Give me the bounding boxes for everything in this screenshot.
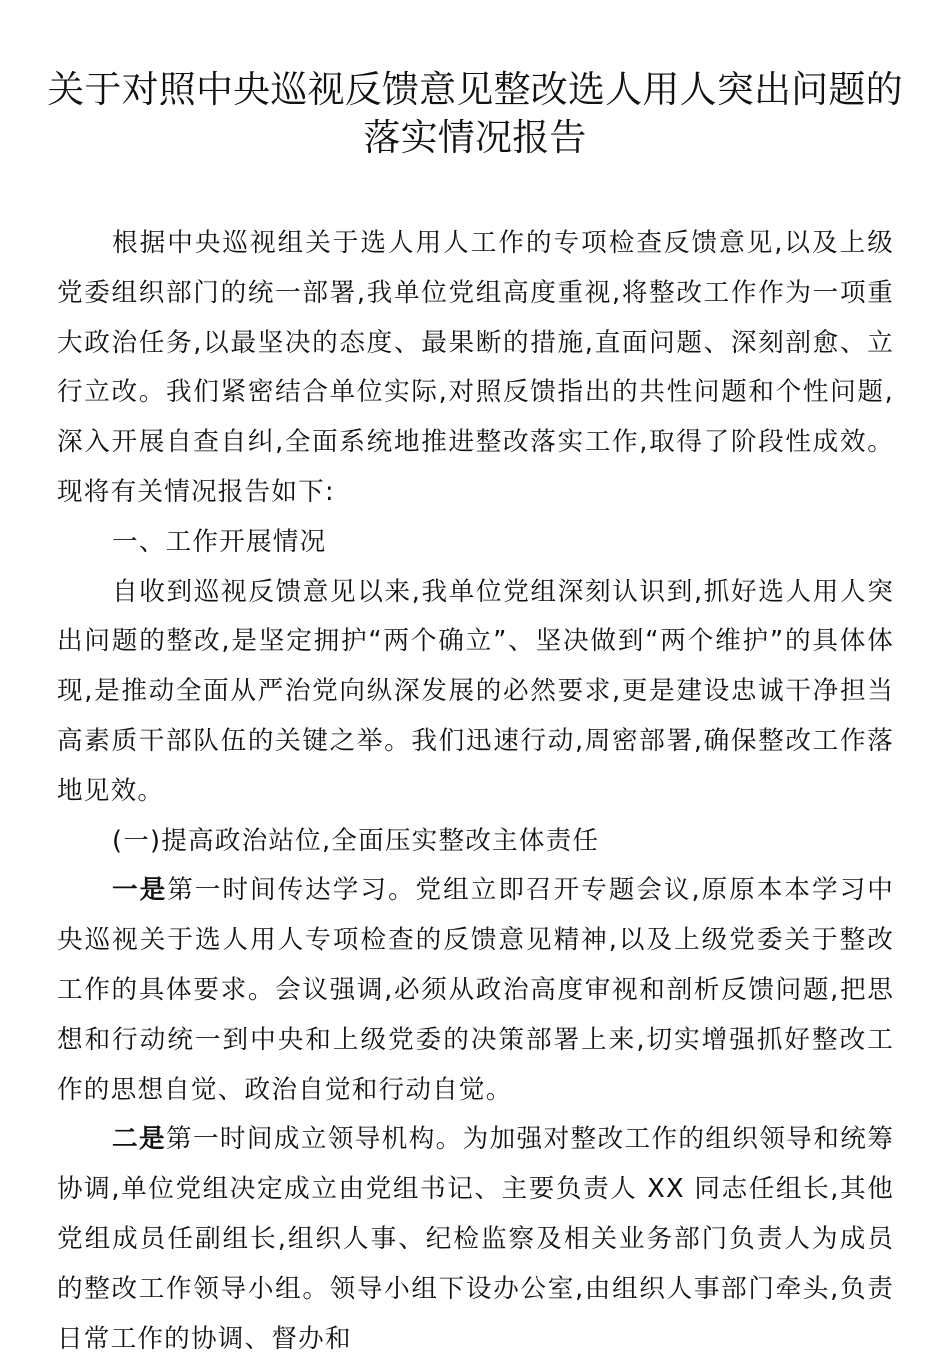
title-line-2: 落实情况报告 <box>363 116 587 159</box>
title-line-1: 关于对照中央巡视反馈意见整改选人用人突出问题的 <box>47 68 903 111</box>
point-one-lead: 一是 <box>112 875 168 906</box>
subsection-heading-political-stance: (一)提高政治站位,全面压实整改主体责任 <box>112 825 600 856</box>
point-one-paragraph <box>57 866 894 1115</box>
document-title <box>40 66 910 162</box>
point-two-lead: 二是 <box>112 1124 166 1155</box>
point-one-text: 第一时间传达学习。党组立即召开专题会议,原原本本学习中央巡视关于选人用人专项检查的反馈意见精神,以及上级党委关于整改工作的具体要求。会议强调,必须从政治高度审视和剖析反馈问题,把思想和行动统一到中央和上级党委的决策部署上来,切实增强抓好整改工作的思想自觉、政治自觉和行动自觉。 <box>57 875 894 1105</box>
section-heading-work-progress: 一、工作开展情况 <box>112 526 327 557</box>
point-two-paragraph <box>57 1115 894 1364</box>
point-two-text: 第一时间成立领导机构。为加强对整改工作的组织领导和统筹协调,单位党组决定成立由党组书记、主要负责人 XX 同志任组长,其他党组成员任副组长,组织人事、纪检监察及相关业务部门负责人为成员的整改工作领导小组。领导小组下设办公室,由组织人事部门牵头,负责日常工作的协调、督办和 <box>57 1124 895 1354</box>
section-overview-paragraph: 自收到巡视反馈意见以来,我单位党组深刻认识到,抓好选人用人突出问题的整改,是坚定拥护“两个确立”、坚决做到“两个维护”的具体体现,是推动全面从严治党向纵深发展的必然要求,更是建设忠诚干净担当高素质干部队伍的关键之举。我们迅速行动,周密部署,确保整改工作落地见效。 <box>57 576 894 806</box>
document-body <box>57 219 894 1364</box>
intro-paragraph: 根据中央巡视组关于选人用人工作的专项检查反馈意见,以及上级党委组织部门的统一部署,我单位党组高度重视,将整改工作作为一项重大政治任务,以最坚决的态度、最果断的措施,直面问题、深刻剖愈、立行立改。我们紧密结合单位实际,对照反馈指出的共性问题和个性问题,深入开展自查自纠,全面系统地推进整改落实工作,取得了阶段性成效。现将有关情况报告如下: <box>57 228 894 507</box>
